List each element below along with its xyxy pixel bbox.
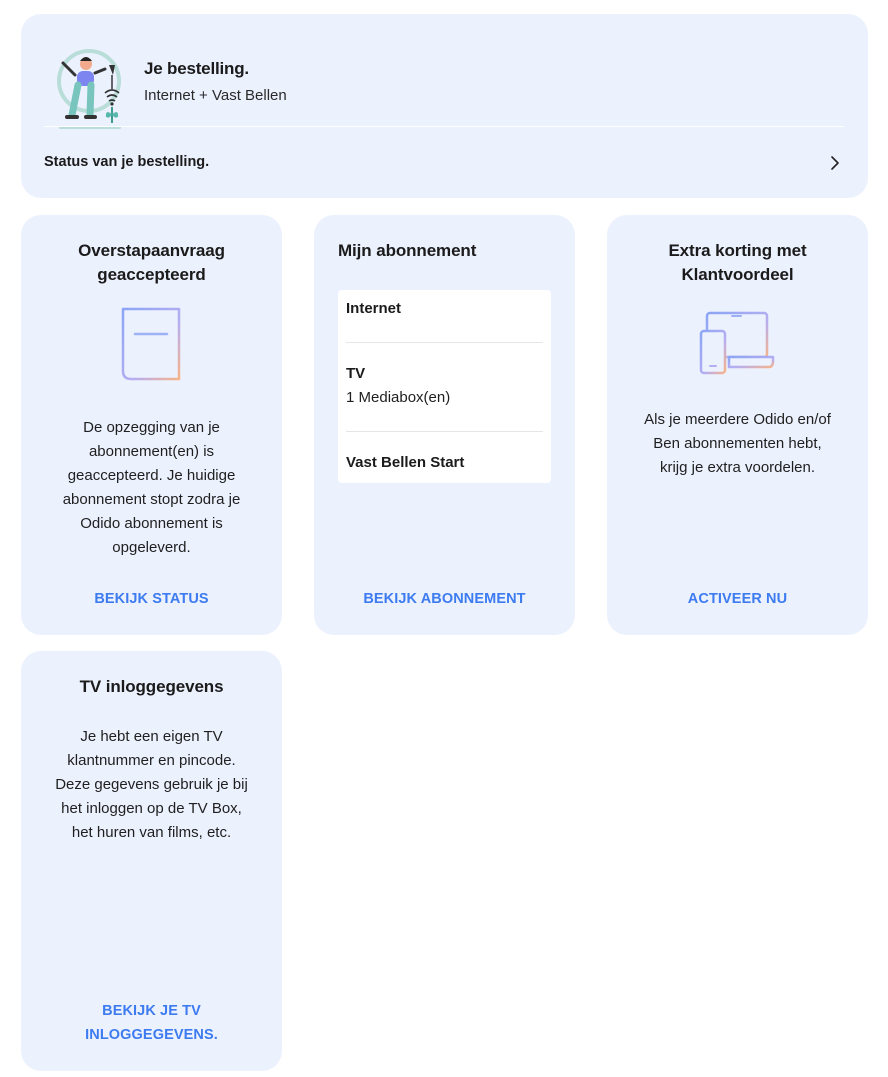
customer-benefit-title-line: Klantvoordeel bbox=[681, 265, 794, 284]
customer-benefit-text bbox=[621, 408, 854, 480]
order-illustration-icon bbox=[53, 47, 145, 131]
order-status-label: Status van je bestelling. bbox=[44, 154, 210, 170]
customer-benefit-title-line: Extra korting met bbox=[668, 241, 807, 260]
text-line: geaccepteerd. Je huidige bbox=[67, 467, 236, 484]
switch-request-title-line: Overstapaanvraag bbox=[78, 241, 225, 260]
subscription-item-title: Internet bbox=[346, 300, 402, 317]
text-line: krijg je extra voordelen. bbox=[659, 459, 816, 476]
customer-benefit-title bbox=[619, 239, 856, 287]
list-item bbox=[346, 362, 543, 410]
text-line: Ben abonnementen hebt, bbox=[653, 435, 822, 452]
switch-request-card bbox=[21, 215, 282, 635]
tv-login-card bbox=[21, 651, 282, 1071]
text-line: klantnummer en pincode. bbox=[67, 752, 236, 769]
view-status-link[interactable]: BEKIJK STATUS bbox=[94, 591, 209, 607]
list-item bbox=[346, 451, 543, 475]
subscription-item-title: Vast Bellen Start bbox=[346, 454, 465, 471]
view-tv-login-label: INLOGGEGEVENS. bbox=[85, 1027, 218, 1043]
list-item bbox=[346, 297, 543, 321]
view-tv-login-link[interactable] bbox=[31, 999, 272, 1047]
tv-login-title: TV inloggegevens bbox=[79, 677, 224, 696]
chevron-right-icon bbox=[828, 155, 842, 171]
view-tv-login-label: BEKIJK JE TV bbox=[102, 1003, 201, 1019]
text-line: Odido abonnement is bbox=[80, 515, 223, 532]
tv-login-text bbox=[35, 725, 268, 845]
subscription-item-detail: 1 Mediabox(en) bbox=[346, 389, 451, 406]
text-line: Deze gegevens gebruik je bij bbox=[55, 776, 248, 793]
order-title: Je bestelling. bbox=[144, 59, 249, 78]
list-divider bbox=[346, 342, 543, 343]
text-line: Je hebt een eigen TV bbox=[80, 728, 223, 745]
switch-request-title bbox=[33, 239, 270, 287]
activate-now-link[interactable]: ACTIVEER NU bbox=[687, 591, 788, 607]
text-line: abonnement stopt zodra je bbox=[62, 491, 241, 508]
document-icon bbox=[121, 307, 183, 383]
list-divider bbox=[346, 431, 543, 432]
text-line: het inloggen op de TV Box, bbox=[61, 800, 242, 817]
text-line: Als je meerdere Odido en/of bbox=[644, 411, 831, 428]
switch-request-text bbox=[43, 416, 260, 560]
text-line: het huren van films, etc. bbox=[71, 824, 232, 841]
subscription-list bbox=[338, 290, 551, 483]
customer-benefit-card bbox=[607, 215, 868, 635]
devices-icon bbox=[699, 311, 777, 377]
order-status-link[interactable] bbox=[21, 127, 868, 198]
view-subscription-link[interactable]: BEKIJK ABONNEMENT bbox=[363, 591, 526, 607]
switch-request-title-line: geaccepteerd bbox=[97, 265, 206, 284]
text-line: De opzegging van je bbox=[83, 419, 220, 436]
order-card bbox=[21, 14, 868, 198]
text-line: opgeleverd. bbox=[112, 539, 191, 556]
subscription-title: Mijn abonnement bbox=[338, 241, 477, 260]
order-subtitle: Internet + Vast Bellen bbox=[144, 87, 287, 104]
subscription-item-title: TV bbox=[346, 365, 366, 382]
subscription-card bbox=[314, 215, 575, 635]
text-line: abonnement(en) is bbox=[88, 443, 215, 460]
